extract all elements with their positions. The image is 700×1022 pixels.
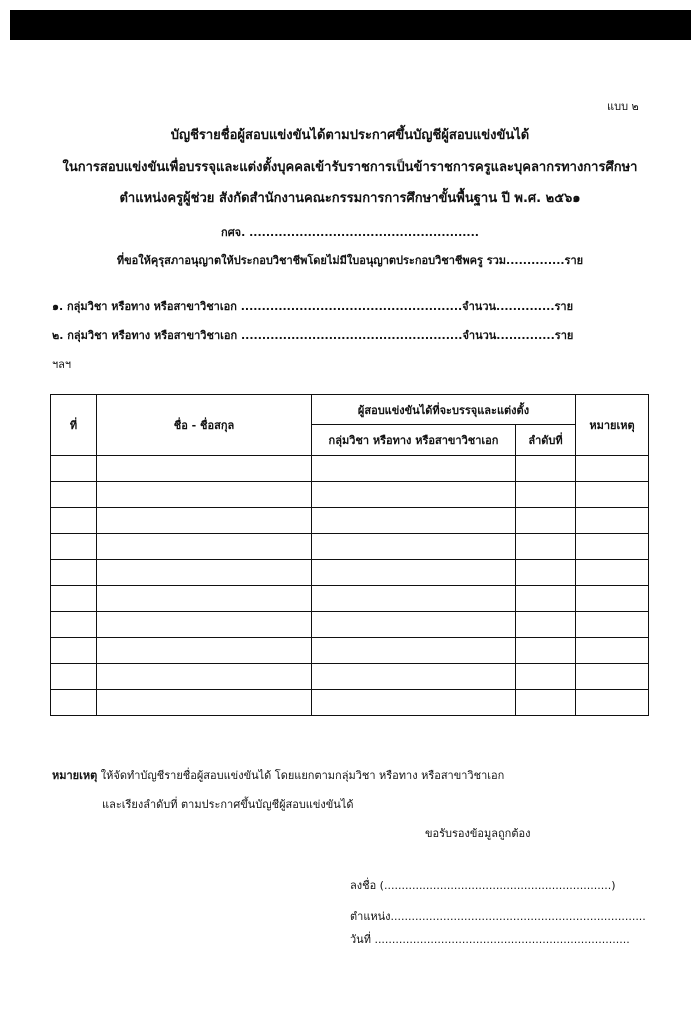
cell-rank (516, 690, 576, 716)
office-line: กศจ. ....................................................... (221, 226, 479, 239)
group-line-2: ๒. กลุ่มวิชา หรือทาง หรือสาขาวิชาเอก .....................................................จำนวน..............ราย (52, 329, 574, 342)
summary-line: ที่ขอให้คุรุสภาอนุญาตให้ประกอบวิชาชีพโดยไม่มีใบอนุญาตประกอบวิชาชีพครู รวม..............ราย (116, 254, 584, 267)
cell-subject (312, 508, 516, 534)
cell-rank (516, 612, 576, 638)
note-line-1 (52, 766, 504, 784)
cell-name (97, 664, 312, 690)
cell-subject (312, 560, 516, 586)
cell-no (51, 690, 97, 716)
cell-remark (576, 482, 649, 508)
header-black-bar (10, 10, 691, 40)
cell-rank (516, 508, 576, 534)
cell-no (51, 638, 97, 664)
title-line-3: ตำแหน่งครูผู้ช่วย สังกัดสำนักงานคณะกรรมการการศึกษาขั้นพื้นฐาน ปี พ.ศ. ๒๕๖๑ (119, 191, 581, 206)
form-code: แบบ ๒ (607, 100, 639, 113)
cell-no (51, 560, 97, 586)
etc-text: ฯลฯ (52, 358, 72, 371)
cell-name (97, 586, 312, 612)
cell-remark (576, 456, 649, 482)
cell-remark (576, 508, 649, 534)
cell-remark (576, 612, 649, 638)
table-row (51, 482, 649, 508)
header-rank: ลำดับที่ (516, 425, 576, 456)
header-name: ชื่อ - ชื่อสกุล (97, 395, 312, 456)
cell-name (97, 612, 312, 638)
cell-rank (516, 586, 576, 612)
table-row (51, 560, 649, 586)
signature-line: ลงชื่อ (.................................................................) (350, 879, 616, 892)
cell-subject (312, 638, 516, 664)
cell-rank (516, 456, 576, 482)
cell-rank (516, 560, 576, 586)
cell-remark (576, 560, 649, 586)
cell-no (51, 612, 97, 638)
note-text-1: ให้จัดทำบัญชีรายชื่อผู้สอบแข่งขันได้ โดยแยกตามกลุ่มวิชา หรือทาง หรือสาขาวิชาเอก (97, 769, 505, 782)
cell-name (97, 534, 312, 560)
cell-rank (516, 664, 576, 690)
cell-no (51, 664, 97, 690)
table-row (51, 586, 649, 612)
cell-subject (312, 456, 516, 482)
title-line-1: บัญชีรายชื่อผู้สอบแข่งขันได้ตามประกาศขึ้นบัญชีผู้สอบแข่งขันได้ (170, 128, 530, 143)
header-passed-group: ผู้สอบแข่งขันได้ที่จะบรรจุและแต่งตั้ง (312, 395, 576, 425)
table-row (51, 508, 649, 534)
cell-subject (312, 612, 516, 638)
table-row (51, 638, 649, 664)
cell-remark (576, 664, 649, 690)
cell-no (51, 534, 97, 560)
position-line: ตำแหน่ง......................................................................... (350, 910, 646, 923)
cell-no (51, 586, 97, 612)
cell-name (97, 508, 312, 534)
header-subject: กลุ่มวิชา หรือทาง หรือสาขาวิชาเอก (312, 425, 516, 456)
cell-remark (576, 638, 649, 664)
cell-name (97, 482, 312, 508)
cell-rank (516, 534, 576, 560)
header-no: ที่ (51, 395, 97, 456)
table-row (51, 664, 649, 690)
cell-no (51, 508, 97, 534)
candidate-table (50, 394, 649, 716)
cell-no (51, 482, 97, 508)
cell-no (51, 456, 97, 482)
note-label: หมายเหตุ (52, 769, 98, 782)
cell-subject (312, 586, 516, 612)
note-line-2: และเรียงลำดับที่ ตามประกาศขึ้นบัญชีผู้สอบแข่งขันได้ (102, 798, 354, 811)
cell-remark (576, 534, 649, 560)
cell-subject (312, 534, 516, 560)
group-line-1: ๑. กลุ่มวิชา หรือทาง หรือสาขาวิชาเอก .....................................................จำนวน..............ราย (52, 300, 574, 313)
table-row (51, 534, 649, 560)
table-row (51, 456, 649, 482)
cell-subject (312, 690, 516, 716)
cell-rank (516, 482, 576, 508)
table-row (51, 690, 649, 716)
header-remark: หมายเหตุ (576, 395, 649, 456)
date-line: วันที่ ......................................................................... (350, 933, 630, 946)
cell-name (97, 638, 312, 664)
cell-remark (576, 690, 649, 716)
title-line-2: ในการสอบแข่งขันเพื่อบรรจุและแต่งตั้งบุคคลเข้ารับราชการเป็นข้าราชการครูและบุคลากรทางการศึกษา (62, 160, 638, 175)
cell-rank (516, 638, 576, 664)
cell-name (97, 560, 312, 586)
cell-name (97, 690, 312, 716)
certify-text: ขอรับรองข้อมูลถูกต้อง (425, 827, 531, 840)
cell-subject (312, 664, 516, 690)
cell-remark (576, 586, 649, 612)
cell-name (97, 456, 312, 482)
table-row (51, 612, 649, 638)
cell-subject (312, 482, 516, 508)
